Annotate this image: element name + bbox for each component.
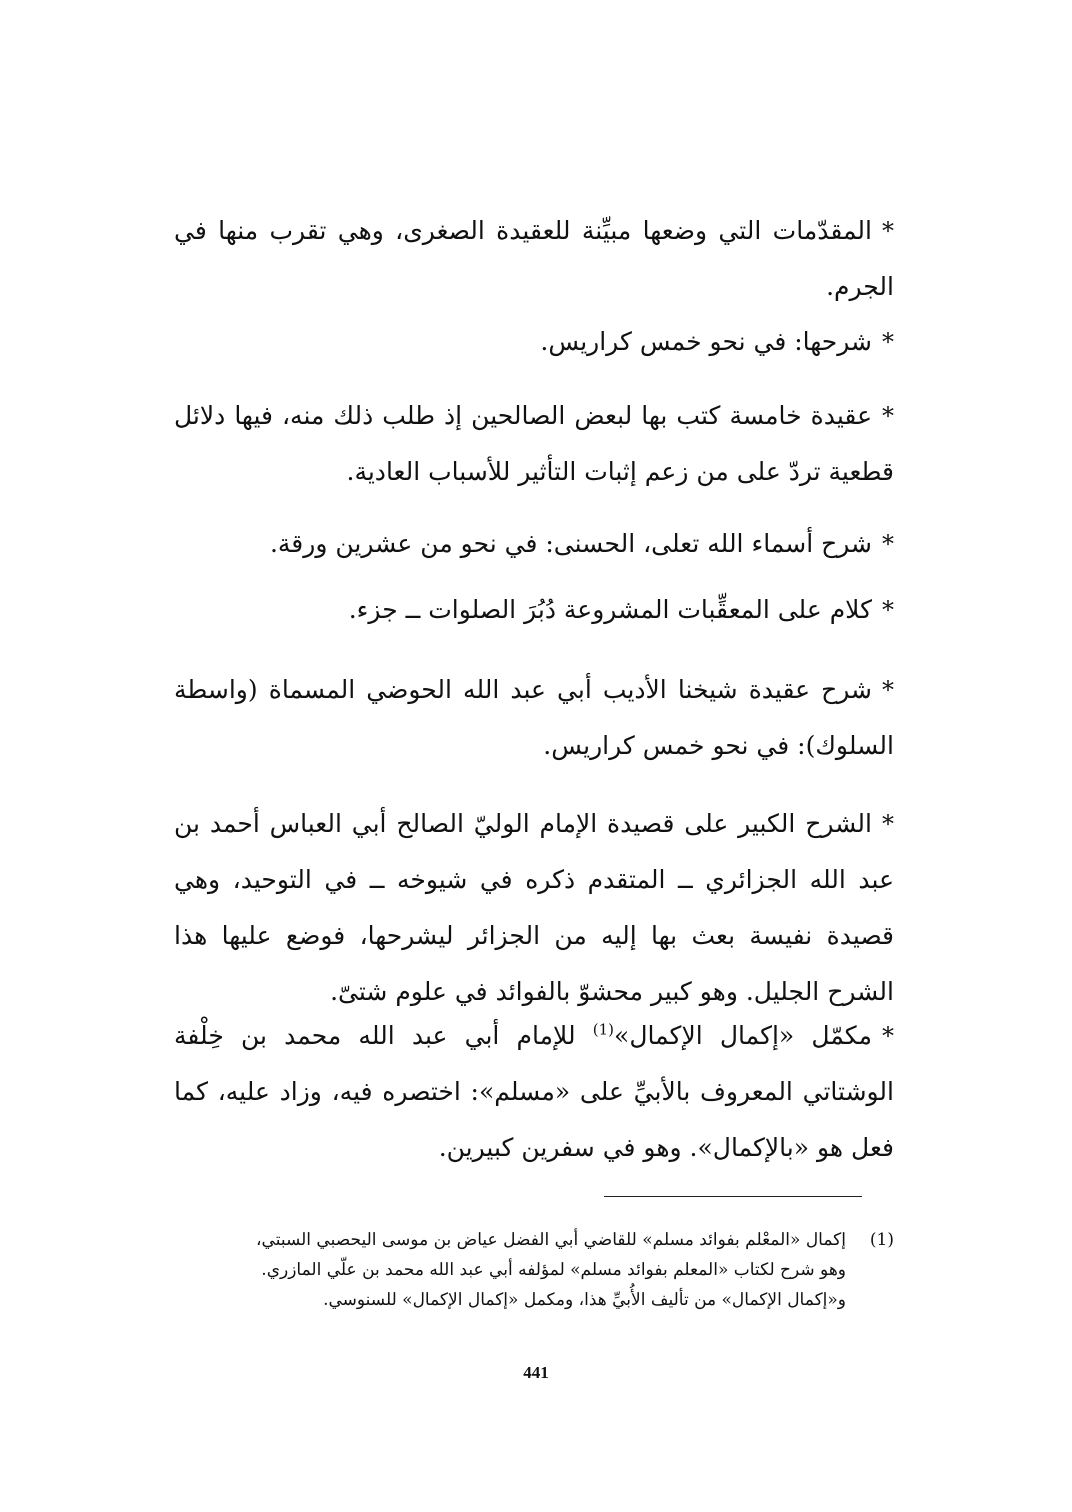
asterisk-bullet: * (882, 596, 894, 624)
entry-muqaddimat (174, 203, 894, 315)
asterisk-bullet: * (882, 402, 894, 430)
entry-sharhuha (174, 314, 894, 370)
asterisk-bullet: * (882, 1022, 894, 1050)
asterisk-bullet: * (882, 810, 894, 838)
asterisk-bullet: * (882, 217, 894, 245)
asterisk-bullet: * (882, 530, 894, 558)
footnote-number: (1) (869, 1230, 894, 1250)
entry-wasitat-alsuluk (174, 662, 894, 774)
entry-sharh-kabir (174, 796, 894, 1020)
asterisk-bullet: * (882, 328, 894, 356)
entry-text: شرح عقيدة شيخنا الأديب أبي عبد الله الحوضي المسماة (واسطة السلوك): في نحو خمس كراريس. (174, 675, 894, 760)
entry-text-start: مكمّل «إكمال الإكمال» (614, 1021, 872, 1050)
footnote-line: و«إكمال الإكمال» من تأليف الأُبيِّ هذا، ومكمل «إكمال الإكمال» للسنوسي. (323, 1290, 846, 1310)
entry-text-rest: للإمام أبي عبد الله محمد بن خِلْفة الوشتاتي المعروف بالأبيِّ على «مسلم»: اختصره فيه، وزاد عليه، كما فعل هو «بالإكمال». وهو في سفرين كبيرين. (174, 1021, 894, 1162)
footnote-separator (604, 1196, 862, 1197)
footnote-reference[interactable]: (1) (592, 1020, 615, 1039)
entry-text (174, 1021, 894, 1162)
entry-sharh-asma (174, 516, 894, 572)
entry-text: الشرح الكبير على قصيدة الإمام الوليّ الصالح أبي العباس أحمد بن عبد الله الجزائري ــ المتقدم ذكره في شيوخه ــ في التوحيد، وهي قصيدة نفيسة بعث بها إليه من الجزائر ليشرحها، فوضع عليها هذا الشرح الجليل. وهو كبير محشوّ بالفوائد في علوم شتىّ. (174, 809, 894, 1006)
entry-aqida-khamisa (174, 388, 894, 500)
footnote-text (174, 1225, 846, 1315)
footnote-line: إكمال «المعْلم بفوائد مسلم» للقاضي أبي الفضل عياض بن موسى اليحصبي السبتي، (256, 1230, 846, 1250)
entry-text: المقدّمات التي وضعها مبيِّنة للعقيدة الصغرى، وهي تقرب منها في الجرم. (174, 216, 894, 301)
page-number: 441 (523, 1363, 549, 1382)
entry-mukammil-ikmal (174, 1008, 894, 1176)
entry-text: عقيدة خامسة كتب بها لبعض الصالحين إذ طلب ذلك منه، فيها دلائل قطعية تردّ على من زعم إثبات التأثير للأسباب العادية. (174, 401, 894, 486)
entry-muaqqibat (174, 582, 894, 638)
entry-text: شرحها: في نحو خمس كراريس. (540, 327, 872, 356)
asterisk-bullet: * (882, 676, 894, 704)
footnote-line: وهو شرح لكتاب «المعلم بفوائد مسلم» لمؤلفه أبي عبد الله محمد بن علّي المازري. (261, 1260, 846, 1280)
entry-text: شرح أسماء الله تعلى، الحسنى: في نحو من عشرين ورقة. (269, 529, 872, 558)
entry-text: كلام على المعقِّبات المشروعة دُبُرَ الصلوات ــ جزء. (348, 595, 872, 624)
footnote (174, 1225, 894, 1315)
